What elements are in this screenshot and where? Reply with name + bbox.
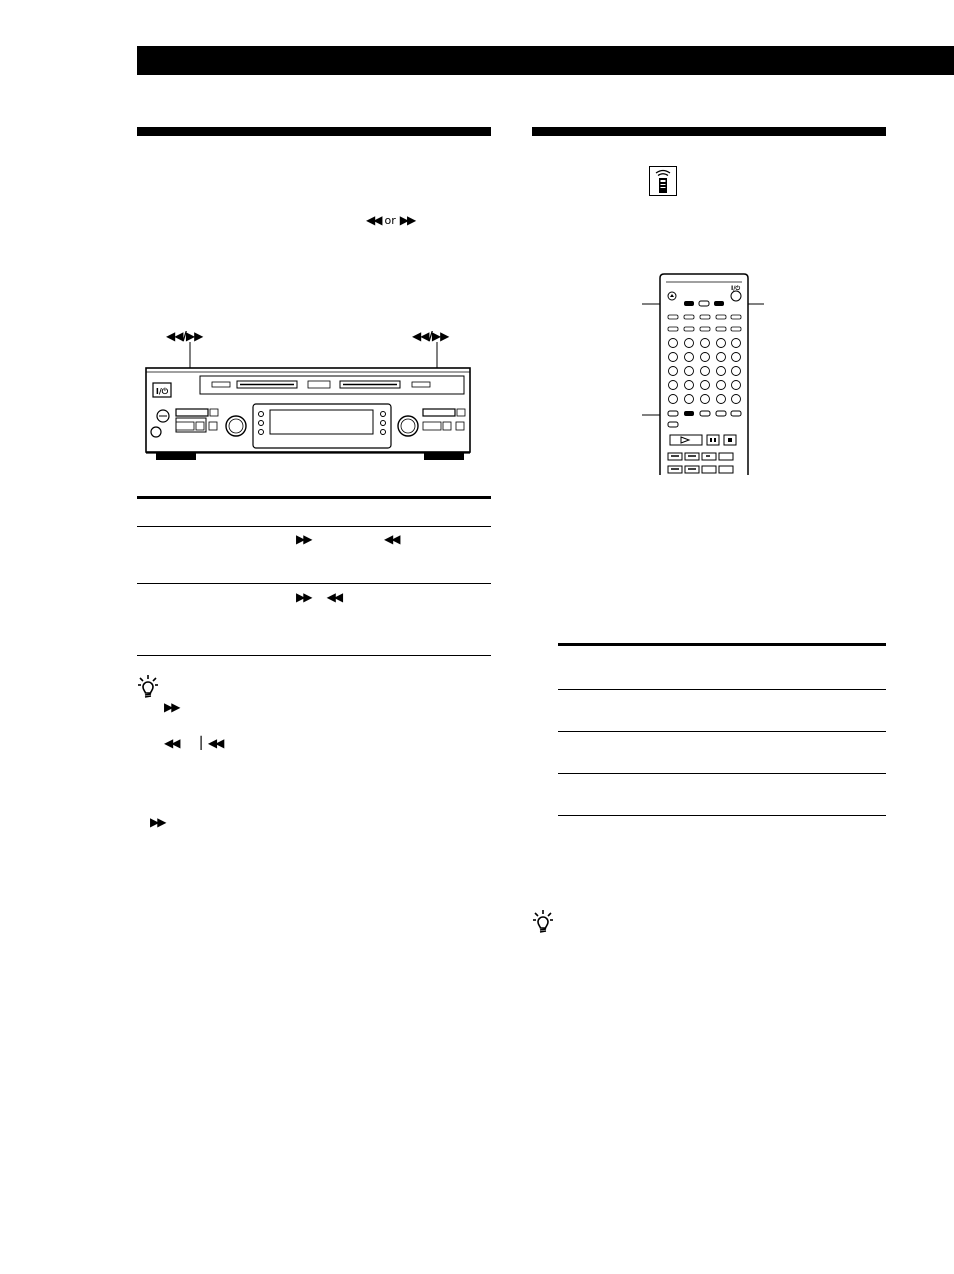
right-table-top-rule (558, 643, 886, 646)
row1-rew-symbol: ◀◀ (384, 532, 399, 546)
tip2-symbols (164, 736, 222, 750)
left-table-bottom-rule (137, 655, 491, 656)
page-header-bar (137, 46, 954, 75)
remote-illustration (640, 270, 766, 478)
remote-control-icon (649, 166, 677, 196)
right-table-rule-3 (558, 773, 886, 774)
deck-power-text: I/⏻ (155, 387, 169, 396)
md-deck-illustration (140, 342, 480, 467)
row2-ff-rew-symbols (296, 590, 341, 604)
right-section-bar (532, 127, 886, 136)
deck-b-rew-ff-label: ◀◀/▶▶ (412, 329, 449, 343)
right-table-rule-2 (558, 731, 886, 732)
rew-symbol: ◀◀ (366, 213, 381, 227)
tip-lightbulb-icon-right (532, 909, 554, 935)
left-table-header-rule (137, 526, 491, 527)
left-table-row-rule (137, 583, 491, 584)
right-table-rule-1 (558, 689, 886, 690)
remote-power-text: I/⏻ (731, 285, 741, 292)
tip2-prev-symbol: ▏◀◀ (200, 736, 223, 750)
deck-a-rew-ff-label: ◀◀/▶▶ (166, 329, 203, 343)
or-text: or (384, 214, 396, 227)
tip2-rew-symbol: ◀◀ (164, 736, 179, 750)
tip1-ff-symbol: ▶▶ (164, 700, 179, 714)
left-section-bar (137, 127, 491, 136)
ff-symbol: ▶▶ (399, 213, 415, 227)
tip3-ff-symbol: ▶▶ (150, 815, 165, 829)
row2-rew-symbol: ◀◀ (326, 590, 342, 604)
tip-lightbulb-icon (137, 674, 159, 700)
row2-ff-symbol: ▶▶ (296, 590, 311, 604)
intro-rew-ff-symbols (366, 213, 414, 228)
left-table-top-rule (137, 496, 491, 499)
right-table-bottom-rule (558, 815, 886, 816)
row1-ff-symbol: ▶▶ (296, 532, 311, 546)
